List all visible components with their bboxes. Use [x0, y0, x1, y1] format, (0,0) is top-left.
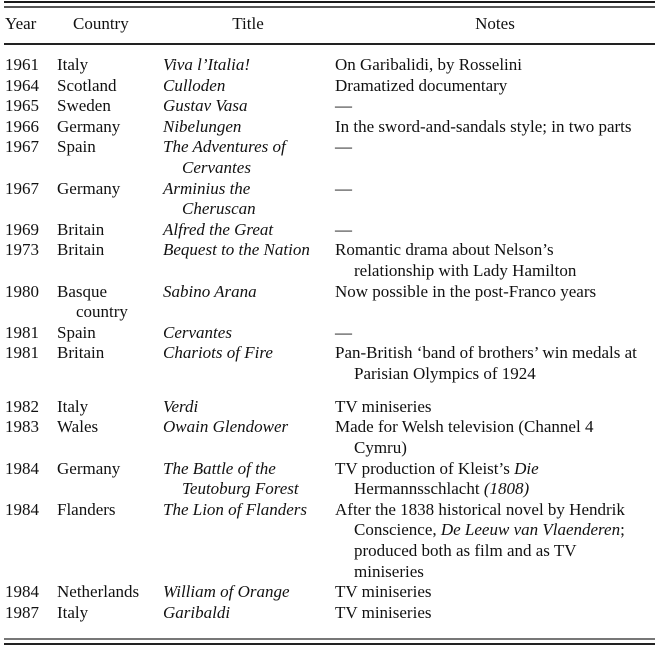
cell-title — [163, 323, 333, 344]
title-line: The Lion of Flanders — [163, 499, 308, 519]
header-year: Year — [5, 14, 37, 33]
table-row — [0, 179, 660, 220]
notes-line — [335, 520, 657, 541]
cell-notes — [335, 397, 657, 418]
year-text: 1984 — [5, 582, 39, 602]
country-line: Germany — [57, 178, 121, 198]
cell-year — [5, 220, 39, 241]
country-line: Germany — [57, 458, 121, 478]
cell-country — [57, 582, 157, 603]
cell-title — [163, 603, 333, 624]
table-row — [0, 582, 660, 603]
country-line: Scotland — [57, 75, 117, 95]
notes-line: — — [335, 322, 352, 342]
table-row — [0, 96, 660, 117]
cell-year — [5, 397, 39, 418]
notes-text: After the 1838 historical novel by Hendrik — [335, 499, 625, 519]
table-row — [0, 343, 660, 397]
notes-line: — — [335, 96, 352, 116]
year-text: 1961 — [5, 55, 39, 74]
cell-title — [163, 397, 333, 418]
notes-line — [335, 541, 657, 562]
cell-notes — [335, 240, 657, 281]
title-line: Teutoburg Forest — [182, 479, 299, 499]
title-line: Alfred the Great — [163, 219, 274, 239]
cell-country — [57, 603, 157, 624]
cell-country — [57, 343, 157, 364]
notes-line: Now possible in the post-Franco years — [335, 281, 597, 301]
year-text: 1967 — [5, 178, 39, 198]
table-row — [0, 323, 660, 344]
title-line: Culloden — [163, 75, 226, 95]
country-line: Flanders — [57, 499, 116, 519]
notes-line: TV miniseries — [335, 602, 432, 622]
cell-notes — [335, 137, 657, 158]
notes-text: Conscience, — [354, 520, 441, 540]
notes-line: — — [335, 137, 352, 157]
header-title: Title — [232, 14, 264, 33]
notes-line: Romantic drama about Nelson’s — [335, 240, 554, 260]
cell-country — [57, 76, 157, 97]
notes-line: On Garibalidi, by Rosselini — [335, 55, 522, 74]
notes-line: TV miniseries — [335, 582, 432, 602]
cell-notes — [335, 96, 657, 117]
title-line: The Battle of the — [163, 458, 276, 478]
bottom-rule-thin — [4, 643, 655, 645]
country-line: Sweden — [57, 96, 111, 116]
cell-year — [5, 459, 39, 480]
title-line: Cervantes — [182, 157, 251, 177]
cell-notes — [335, 179, 657, 200]
notes-text: ; — [620, 520, 625, 540]
notes-text: produced both as film and as TV — [354, 541, 577, 561]
cell-year — [5, 137, 39, 158]
country-line: Spain — [57, 137, 96, 157]
title-line: Chariots of Fire — [163, 343, 273, 363]
cell-notes — [335, 417, 657, 458]
notes-line: relationship with Lady Hamilton — [354, 260, 577, 280]
title-line: Owain Glendower — [163, 417, 289, 437]
table-row — [0, 397, 660, 418]
cell-title — [163, 96, 333, 117]
year-text: 1982 — [5, 396, 39, 416]
notes-line: Cymru) — [354, 438, 407, 458]
cell-year — [5, 55, 39, 76]
country-line: Netherlands — [57, 582, 140, 602]
bottom-rule-thick — [4, 638, 655, 640]
title-line: Nibelungen — [163, 116, 242, 136]
country-line: Italy — [57, 55, 89, 74]
notes-text: miniseries — [354, 561, 424, 581]
year-text: 1984 — [5, 458, 39, 478]
table-row — [0, 240, 660, 281]
year-text: 1967 — [5, 137, 39, 157]
cell-country — [57, 417, 157, 438]
cell-year — [5, 582, 39, 603]
cell-country — [57, 55, 157, 76]
header-notes: Notes — [475, 14, 515, 33]
title-line: Gustav Vasa — [163, 96, 248, 116]
cell-year — [5, 96, 39, 117]
cell-title — [163, 179, 333, 220]
notes-line: Made for Welsh television (Channel 4 — [335, 417, 594, 437]
title-line: Verdi — [163, 396, 199, 416]
table-row — [0, 417, 660, 458]
year-text: 1984 — [5, 499, 39, 519]
cell-title — [163, 240, 333, 261]
table-row — [0, 459, 660, 500]
country-line: Basque — [57, 281, 108, 301]
cell-notes — [335, 282, 657, 303]
table-header — [0, 13, 660, 37]
notes-line: TV miniseries — [335, 396, 432, 416]
table-row — [0, 500, 660, 582]
notes-line — [335, 459, 657, 480]
country-line: Britain — [57, 219, 105, 239]
notes-line — [335, 500, 657, 521]
notes-line: Dramatized documentary — [335, 75, 508, 95]
title-line: Cheruscan — [182, 199, 256, 219]
year-text: 1980 — [5, 281, 39, 301]
top-rule-thin — [4, 6, 655, 8]
cell-year — [5, 343, 39, 364]
table-row — [0, 55, 660, 76]
year-text: 1966 — [5, 116, 39, 136]
table-row — [0, 137, 660, 178]
top-rule-thick — [4, 1, 655, 3]
year-text: 1964 — [5, 75, 39, 95]
table-row — [0, 603, 660, 624]
notes-line — [335, 479, 657, 500]
notes-line: — — [335, 178, 352, 198]
notes-italic-text: De Leeuw van Vlaenderen — [440, 520, 621, 540]
cell-title — [163, 417, 333, 438]
cell-notes — [335, 459, 657, 500]
cell-title — [163, 459, 333, 500]
header-country: Country — [73, 14, 129, 33]
cell-country — [57, 323, 157, 344]
cell-notes — [335, 220, 657, 241]
title-line: The Adventures of — [163, 137, 286, 157]
title-line: Sabino Arana — [163, 281, 257, 301]
title-line: Arminius the — [163, 178, 251, 198]
cell-notes — [335, 55, 657, 76]
notes-line: In the sword-and-sandals style; in two parts — [335, 116, 632, 136]
cell-year — [5, 240, 39, 261]
cell-country — [57, 96, 157, 117]
year-text: 1981 — [5, 343, 39, 363]
cell-year — [5, 323, 39, 344]
cell-title — [163, 220, 333, 241]
cell-notes — [335, 500, 657, 582]
table-row — [0, 220, 660, 241]
table-body — [0, 55, 660, 623]
cell-country — [57, 397, 157, 418]
country-line: Spain — [57, 322, 96, 342]
cell-title — [163, 137, 333, 178]
title-line: William of Orange — [163, 582, 290, 602]
notes-italic-text: (1808) — [479, 479, 530, 499]
title-line: Cervantes — [163, 322, 232, 342]
cell-notes — [335, 117, 657, 138]
cell-country — [57, 240, 157, 261]
year-text: 1987 — [5, 602, 39, 622]
notes-line — [335, 562, 657, 583]
year-text: 1981 — [5, 322, 39, 342]
title-line: Bequest to the Nation — [163, 240, 310, 260]
notes-text: TV production of Kleist’s — [335, 458, 515, 478]
cell-title — [163, 117, 333, 138]
cell-year — [5, 282, 39, 303]
country-line: Britain — [57, 240, 105, 260]
notes-text: Hermannsschlacht — [354, 479, 480, 499]
cell-title — [163, 76, 333, 97]
cell-year — [5, 500, 39, 521]
country-line: Wales — [57, 417, 99, 437]
header-rule — [4, 43, 655, 45]
country-line: Italy — [57, 602, 89, 622]
cell-year — [5, 76, 39, 97]
cell-country — [57, 117, 157, 138]
notes-line: — — [335, 219, 352, 239]
cell-notes — [335, 603, 657, 624]
cell-title — [163, 282, 333, 303]
table-row — [0, 76, 660, 97]
cell-year — [5, 417, 39, 438]
cell-country — [57, 500, 157, 521]
cell-country — [57, 459, 157, 480]
cell-title — [163, 500, 333, 521]
country-line: Italy — [57, 396, 89, 416]
cell-notes — [335, 582, 657, 603]
year-text: 1965 — [5, 96, 39, 116]
table-row — [0, 117, 660, 138]
cell-country — [57, 179, 157, 200]
year-text: 1973 — [5, 240, 39, 260]
cell-country — [57, 220, 157, 241]
country-line: country — [76, 302, 128, 322]
notes-line: Parisian Olympics of 1924 — [354, 363, 536, 383]
cell-title — [163, 55, 333, 76]
notes-line: Pan-British ‘band of brothers’ win medals at — [335, 343, 637, 363]
notes-italic-text: Die — [514, 458, 539, 478]
table-row — [0, 282, 660, 323]
cell-country — [57, 282, 157, 323]
cell-title — [163, 343, 333, 364]
country-line: Britain — [57, 343, 105, 363]
cell-year — [5, 117, 39, 138]
cell-year — [5, 603, 39, 624]
cell-notes — [335, 76, 657, 97]
cell-notes — [335, 343, 657, 384]
cell-notes — [335, 323, 657, 344]
country-line: Germany — [57, 116, 121, 136]
year-text: 1983 — [5, 417, 39, 437]
cell-year — [5, 179, 39, 200]
title-line: Viva l’Italia! — [163, 55, 251, 74]
cell-title — [163, 582, 333, 603]
cell-country — [57, 137, 157, 158]
year-text: 1969 — [5, 219, 39, 239]
title-line: Garibaldi — [163, 602, 231, 622]
